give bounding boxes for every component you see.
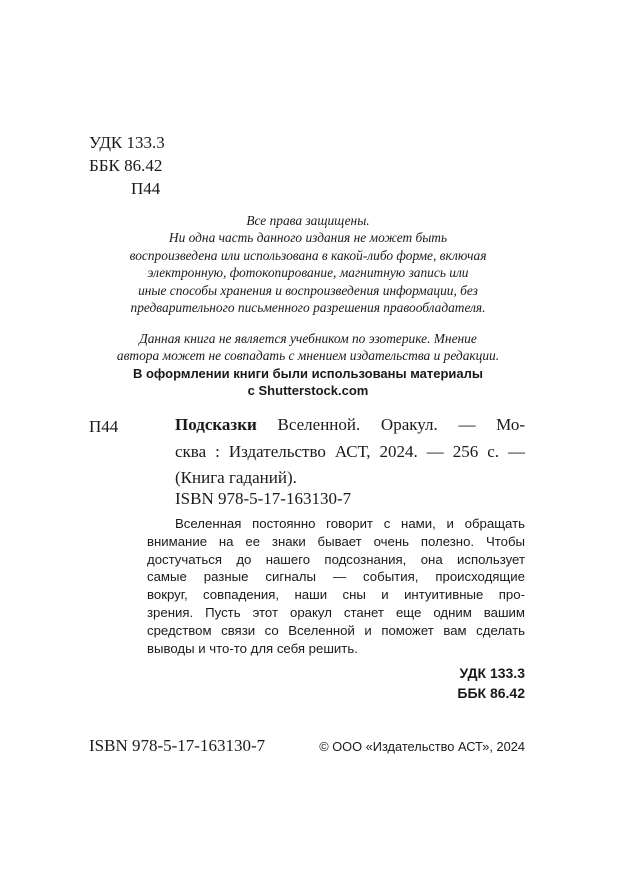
annotation-udk: УДК 133.3 [459, 665, 525, 681]
rights-line: Ни одна часть данного издания не может быть [168, 230, 448, 246]
image-credit-line: В оформлении книги были использованы материалы [132, 365, 484, 381]
copyright-notice: © ООО «Издательство АСТ», 2024 [319, 739, 525, 754]
footer-isbn: ISBN 978-5-17-163130-7 [89, 736, 266, 755]
bibliographic-record [175, 412, 525, 492]
image-credit-line: с Shutterstock.com [247, 383, 369, 399]
annotation-classification [457, 663, 525, 703]
rights-line: предварительного письменного разрешения правообладателя. [130, 300, 486, 316]
bbk-code: ББК 86.42 [89, 156, 163, 175]
biblio-line: (Книга гаданий). [175, 468, 297, 487]
disclaimer-line: автора может не совпадать с мнением издательства и редакции. [116, 348, 500, 364]
annotation-line: средством связи со Вселенной и поможет вам сделать [147, 622, 525, 638]
rights-line: иные способы хранения и воспроизведения информации, без [138, 282, 478, 298]
biblio-author-sign: П44 [89, 417, 119, 436]
rights-line: электронную, фотокопирование, магнитную запись или [147, 265, 469, 281]
rights-line: воспроизведена или использована в какой-либо форме, включая [129, 247, 487, 263]
biblio-line: сква : Издательство АСТ, 2024. — 256 с. — [175, 441, 525, 461]
annotation-line: выводы и что-то для себя решить. [147, 640, 358, 656]
rights-notice [80, 212, 536, 316]
disclaimer-line: Данная книга не являeтся учебником по эзотерике. Мнение [139, 331, 477, 346]
biblio-line [175, 412, 525, 439]
annotation-line: внимание на ее знаки бывает очень полезно. Чтобы [147, 533, 525, 549]
annotation-line: Вселенная постоянно говорит с нами, и обращать [175, 516, 525, 531]
annotation [147, 515, 525, 657]
book-title: Подсказки [175, 415, 257, 434]
annotation-line: зрения. Пусть этот оракул станет еще одним вашим [147, 604, 525, 620]
annotation-bbk: ББК 86.42 [457, 685, 525, 701]
biblio-isbn: ISBN 978-5-17-163130-7 [175, 489, 352, 508]
author-sign: П44 [131, 179, 161, 198]
udk-code: УДК 133.3 [89, 133, 165, 152]
disclaimer [80, 330, 536, 400]
biblio-title-rest: Вселенной. Оракул. — Мо- [256, 415, 525, 434]
annotation-line: вокруг, совпадения, наши сны и интуитивные про- [147, 587, 525, 603]
rights-line: Все права защищены. [246, 213, 370, 228]
annotation-line: самые разные сигналы — события, происходящие [147, 569, 525, 585]
annotation-line: достучаться до нашего подсознания, она использует [147, 551, 525, 567]
